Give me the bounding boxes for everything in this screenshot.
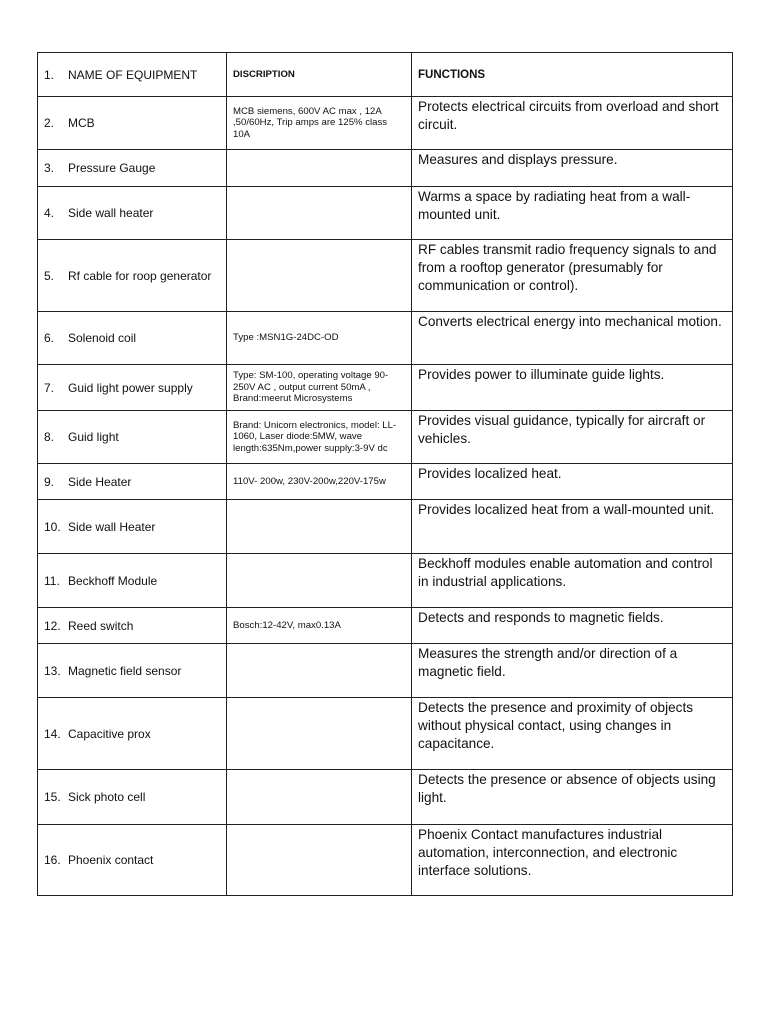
row-number: 13. [44,663,61,678]
table-row [38,698,733,770]
equipment-description: MCB siemens, 600V AC max , 12A ,50/60Hz, Trip amps are 125% class 10A [227,97,412,150]
equipment-name-cell [38,698,227,770]
equipment-name-cell [38,312,227,365]
equipment-description [227,500,412,554]
equipment-function: Provides visual guidance, typically for aircraft or vehicles. [412,411,733,464]
equipment-description: Type :MSN1G-24DC-OD [227,312,412,365]
table-row [38,365,733,411]
equipment-name: Magnetic field sensor [68,663,182,678]
equipment-function: Measures the strength and/or direction of a magnetic field. [412,644,733,698]
table-row [38,312,733,365]
table-row [38,554,733,608]
row-number: 14. [44,726,61,741]
equipment-table [37,52,733,896]
equipment-function: Provides localized heat. [412,464,733,500]
row-number: 9. [44,474,55,489]
row-number: 6. [44,331,55,345]
equipment-name-cell [38,500,227,554]
table-row [38,187,733,240]
equipment-name: Reed switch [68,618,134,633]
table-row [38,644,733,698]
header-functions: FUNCTIONS [412,53,733,97]
equipment-name-cell [38,770,227,825]
table-row [38,608,733,644]
equipment-name: Side Heater [68,474,132,489]
equipment-name: Guid light [68,430,119,444]
equipment-name-cell [38,825,227,896]
row-number: 5. [44,268,55,283]
row-number: 7. [44,380,55,395]
table-header-row [38,53,733,97]
equipment-name-cell [38,464,227,500]
equipment-function: Converts electrical energy into mechanical motion. [412,312,733,365]
equipment-name: MCB [68,116,95,130]
header-name-cell [38,53,227,97]
table-row [38,97,733,150]
row-number: 1. [44,67,55,82]
equipment-function: Measures and displays pressure. [412,150,733,187]
equipment-name: Rf cable for roop generator [68,268,212,283]
equipment-name: Pressure Gauge [68,161,156,175]
equipment-name-cell [38,240,227,312]
table-row [38,240,733,312]
equipment-name-cell [38,411,227,464]
header-name: NAME OF EQUIPMENT [68,67,198,82]
equipment-function: RF cables transmit radio frequency signals to and from a rooftop generator (presumably for communication or control). [412,240,733,312]
equipment-name-cell [38,608,227,644]
equipment-description: Type: SM-100, operating voltage 90-250V AC , output current 50mA , Brand:meerut Microsystems [227,365,412,411]
equipment-name: Capacitive prox [68,726,151,741]
equipment-description [227,240,412,312]
table-row [38,464,733,500]
equipment-function: Detects the presence or absence of objects using light. [412,770,733,825]
equipment-name-cell [38,554,227,608]
equipment-description [227,644,412,698]
equipment-description: 110V- 200w, 230V-200w,220V-175w [227,464,412,500]
equipment-function: Protects electrical circuits from overload and short circuit. [412,97,733,150]
equipment-function: Detects the presence and proximity of objects without physical contact, using changes in capacitance. [412,698,733,770]
table-row [38,150,733,187]
equipment-description [227,150,412,187]
equipment-name-cell [38,187,227,240]
equipment-name: Side wall heater [68,206,154,220]
equipment-name: Solenoid coil [68,331,137,345]
table-row [38,500,733,554]
equipment-function: Phoenix Contact manufactures industrial automation, interconnection, and electronic interface solutions. [412,825,733,896]
header-description: DISCRIPTION [227,53,412,97]
row-number: 3. [44,161,55,175]
table-row [38,411,733,464]
row-number: 16. [44,853,61,867]
equipment-description: Bosch:12-42V, max0.13A [227,608,412,644]
equipment-name: Phoenix contact [68,853,154,867]
equipment-function: Provides localized heat from a wall-mounted unit. [412,500,733,554]
row-number: 10. [44,519,61,534]
equipment-description [227,770,412,825]
equipment-description [227,554,412,608]
row-number: 4. [44,206,55,220]
equipment-name-cell [38,150,227,187]
equipment-name-cell [38,644,227,698]
equipment-name-cell [38,365,227,411]
equipment-name: Side wall Heater [68,519,156,534]
equipment-description [227,698,412,770]
equipment-function: Beckhoff modules enable automation and control in industrial applications. [412,554,733,608]
equipment-name: Sick photo cell [68,790,146,804]
equipment-description [227,825,412,896]
equipment-description: Brand: Unicorn electronics, model: LL-1060, Laser diode:5MW, wave length:635Nm,power supply:3-9V dc [227,411,412,464]
equipment-name: Guid light power supply [68,380,193,395]
row-number: 2. [44,116,55,130]
table-row [38,770,733,825]
equipment-function: Provides power to illuminate guide lights. [412,365,733,411]
equipment-function: Detects and responds to magnetic fields. [412,608,733,644]
row-number: 12. [44,618,61,633]
row-number: 11. [44,573,60,588]
equipment-function: Warms a space by radiating heat from a wall-mounted unit. [412,187,733,240]
equipment-name-cell [38,97,227,150]
table-row [38,825,733,896]
equipment-name: Beckhoff Module [68,573,158,588]
row-number: 8. [44,430,55,444]
row-number: 15. [44,790,61,804]
equipment-description [227,187,412,240]
